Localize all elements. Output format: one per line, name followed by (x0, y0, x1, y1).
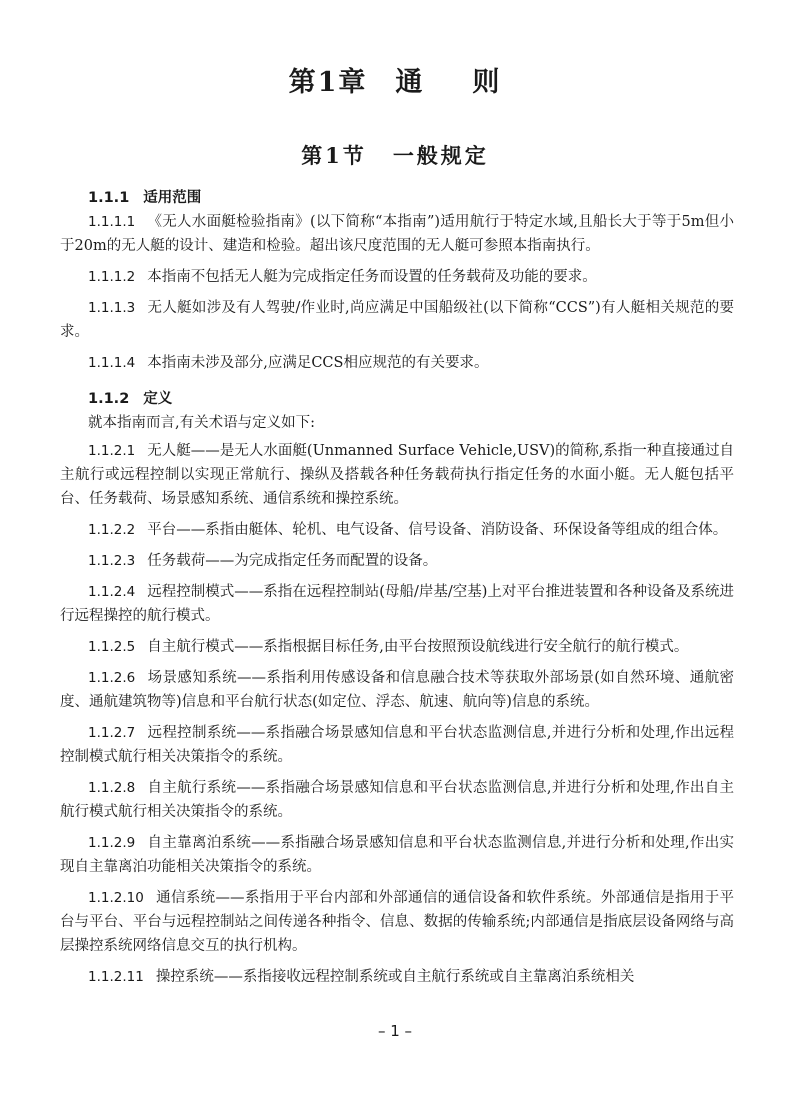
clause-1-1-1-2 (60, 265, 734, 289)
definition-1-1-2-5 (60, 635, 734, 659)
clause-number: 1.1.2.9 (88, 835, 136, 851)
clause-number: 1.1.1.2 (88, 269, 136, 285)
clause-number: 1.1.2.6 (88, 670, 136, 686)
clause-text: 《无人水面艇检验指南》(以下简称“本指南”)适用航行于特定水域,且船长大于等于5m但小于20m的无人艇的设计、建造和检验。超出该尺度范围的无人艇可参照本指南执行。 (60, 214, 734, 254)
body-text (60, 186, 734, 996)
clause-number: 1.1.1.1 (88, 214, 136, 230)
section-title (0, 140, 790, 170)
clause-number: 1.1.1.4 (88, 355, 136, 371)
chapter-title-char1: 通 (395, 67, 425, 98)
chapter-number: 1 (317, 67, 339, 98)
subsection-number: 1.1.1 (88, 190, 130, 206)
clause-text: 通信系统——系指用于平台内部和外部通信的通信设备和软件系统。外部通信是指用于平台与平台、平台与远程控制站之间传递各种指令、信息、数据的传输系统;内部通信是指底层设备网络与高层操控系统网络信息交互的执行机构。 (60, 890, 734, 954)
chapter-prefix: 第 (288, 67, 318, 98)
section-label: 第1节 (301, 143, 367, 168)
clause-number: 1.1.2.4 (88, 584, 136, 600)
clause-text: 无人艇——是无人水面艇(Unmanned Surface Vehicle,USV)的简称,系指一种直接通过自主航行或远程控制以实现正常航行、操纵及搭载各种任务载荷执行指定任务的水面小艇。无人艇包括平台、任务载荷、场景感知系统、通信系统和操控系统。 (60, 443, 734, 507)
definitions-lead: 就本指南而言,有关术语与定义如下: (88, 415, 315, 431)
clause-text: 本指南未涉及部分,应满足CCS相应规范的有关要求。 (147, 355, 489, 371)
clause-number: 1.1.2.1 (88, 443, 136, 459)
clause-text: 本指南不包括无人艇为完成指定任务而设置的任务载荷及功能的要求。 (147, 269, 597, 285)
clause-number: 1.1.2.5 (88, 639, 136, 655)
subsection-number: 1.1.2 (88, 391, 130, 407)
definition-1-1-2-8 (60, 776, 734, 824)
subsection-heading-1-1-1 (60, 186, 734, 210)
clause-text: 无人艇如涉及有人驾驶/作业时,尚应满足中国船级社(以下简称“CCS”)有人艇相关规范的要求。 (60, 300, 734, 340)
clause-text: 场景感知系统——系指利用传感设备和信息融合技术等获取外部场景(如自然环境、通航密度、通航建筑物等)信息和平台航行状态(如定位、浮态、航速、航向等)信息的系统。 (60, 670, 734, 710)
clause-number: 1.1.2.2 (88, 522, 136, 538)
subsection-heading-1-1-2 (60, 387, 734, 411)
clause-number: 1.1.2.3 (88, 553, 136, 569)
definition-1-1-2-11 (60, 965, 734, 989)
subsection-title: 适用范围 (143, 190, 202, 206)
definition-1-1-2-3 (60, 549, 734, 573)
chapter-suffix: 章 (338, 67, 368, 98)
clause-number: 1.1.2.11 (88, 969, 144, 985)
definition-1-1-2-4 (60, 580, 734, 628)
definition-1-1-2-7 (60, 721, 734, 769)
clause-text: 远程控制模式——系指在远程控制站(母船/岸基/空基)上对平台推进装置和各种设备及系统进行远程操控的航行模式。 (60, 584, 734, 624)
clause-text: 平台——系指由艇体、轮机、电气设备、信号设备、消防设备、环保设备等组成的组合体。 (147, 522, 728, 538)
clause-number: 1.1.2.7 (88, 725, 136, 741)
chapter-title (0, 60, 790, 99)
definition-1-1-2-2 (60, 518, 734, 542)
definition-1-1-2-1 (60, 439, 734, 511)
clause-text: 自主航行系统——系指融合场景感知信息和平台状态监测信息,并进行分析和处理,作出自主航行模式航行相关决策指令的系统。 (60, 780, 734, 820)
clause-1-1-1-1 (60, 210, 734, 258)
definition-1-1-2-10 (60, 886, 734, 958)
definition-1-1-2-6 (60, 666, 734, 714)
clause-number: 1.1.1.3 (88, 300, 136, 316)
clause-text: 自主靠离泊系统——系指融合场景感知信息和平台状态监测信息,并进行分析和处理,作出实现自主靠离泊功能相关决策指令的系统。 (60, 835, 734, 875)
clause-text: 远程控制系统——系指融合场景感知信息和平台状态监测信息,并进行分析和处理,作出远程控制模式航行相关决策指令的系统。 (60, 725, 734, 765)
definition-1-1-2-9 (60, 831, 734, 879)
clause-1-1-1-3 (60, 296, 734, 344)
chapter-title-char2: 则 (472, 67, 502, 98)
section-name: 一般规定 (392, 143, 489, 168)
subsection-title: 定义 (143, 391, 173, 407)
page-number: – 1 – (377, 1022, 413, 1040)
clause-1-1-1-4 (60, 351, 734, 375)
clause-number: 1.1.2.10 (88, 890, 144, 906)
clause-text: 任务载荷——为完成指定任务而配置的设备。 (147, 553, 438, 569)
clause-text: 自主航行模式——系指根据目标任务,由平台按照预设航线进行安全航行的航行模式。 (147, 639, 689, 655)
clause-number: 1.1.2.8 (88, 780, 136, 796)
clause-text: 操控系统——系指接收远程控制系统或自主航行系统或自主靠离泊系统相关 (155, 969, 635, 985)
